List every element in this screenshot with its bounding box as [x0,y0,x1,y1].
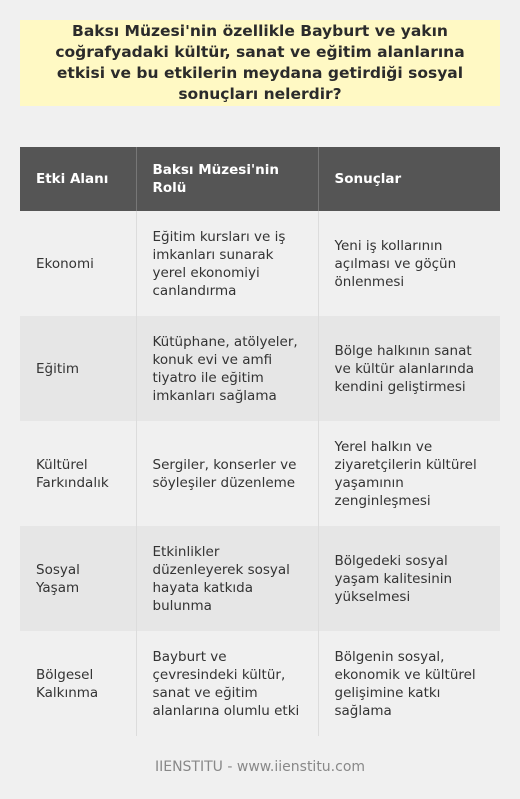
cell-results: Bölgedeki sosyal yaşam kalitesinin yükselmesi [318,526,500,631]
cell-results: Bölgenin sosyal, ekonomik ve kültürel gelişimine katkı sağlama [318,631,500,736]
cell-impact-area: Eğitim [20,316,136,421]
table-row [20,421,500,526]
cell-impact-area: Sosyal Yaşam [20,526,136,631]
header-impact-area: Etki Alanı [20,147,136,211]
cell-impact-area: Ekonomi [20,211,136,316]
cell-results: Yerel halkın ve ziyaretçilerin kültürel yaşamının zenginleşmesi [318,421,500,526]
header-results: Sonuçlar [318,147,500,211]
table-row [20,526,500,631]
cell-impact-area: Bölgesel Kalkınma [20,631,136,736]
table-row [20,631,500,736]
cell-museum-role: Eğitim kursları ve iş imkanları sunarak yerel ekonomiyi canlandırma [136,211,318,316]
impact-table [20,147,500,736]
footer-source: IIENSTITU - www.iienstitu.com [154,759,366,775]
title-banner [20,20,500,106]
cell-museum-role: Sergiler, konserler ve söyleşiler düzenleme [136,421,318,526]
table-header-row [20,147,500,211]
table-row [20,211,500,316]
cell-results: Bölge halkının sanat ve kültür alanlarında kendini geliştirmesi [318,316,500,421]
cell-museum-role: Bayburt ve çevresindeki kültür, sanat ve eğitim alanlarına olumlu etki [136,631,318,736]
page-title: Baksı Müzesi'nin özellikle Bayburt ve yakın coğrafyadaki kültür, sanat ve eğitim alanlarına etkisi ve bu etkilerin meydana getirdiği sosyal sonuçları nelerdir? [55,22,465,103]
cell-results: Yeni iş kollarının açılması ve göçün önlenmesi [318,211,500,316]
cell-museum-role: Kütüphane, atölyeler, konuk evi ve amfi tiyatro ile eğitim imkanları sağlama [136,316,318,421]
cell-impact-area: Kültürel Farkındalık [20,421,136,526]
cell-museum-role: Etkinlikler düzenleyerek sosyal hayata katkıda bulunma [136,526,318,631]
header-museum-role: Baksı Müzesi'nin Rolü [136,147,318,211]
table-row [20,316,500,421]
